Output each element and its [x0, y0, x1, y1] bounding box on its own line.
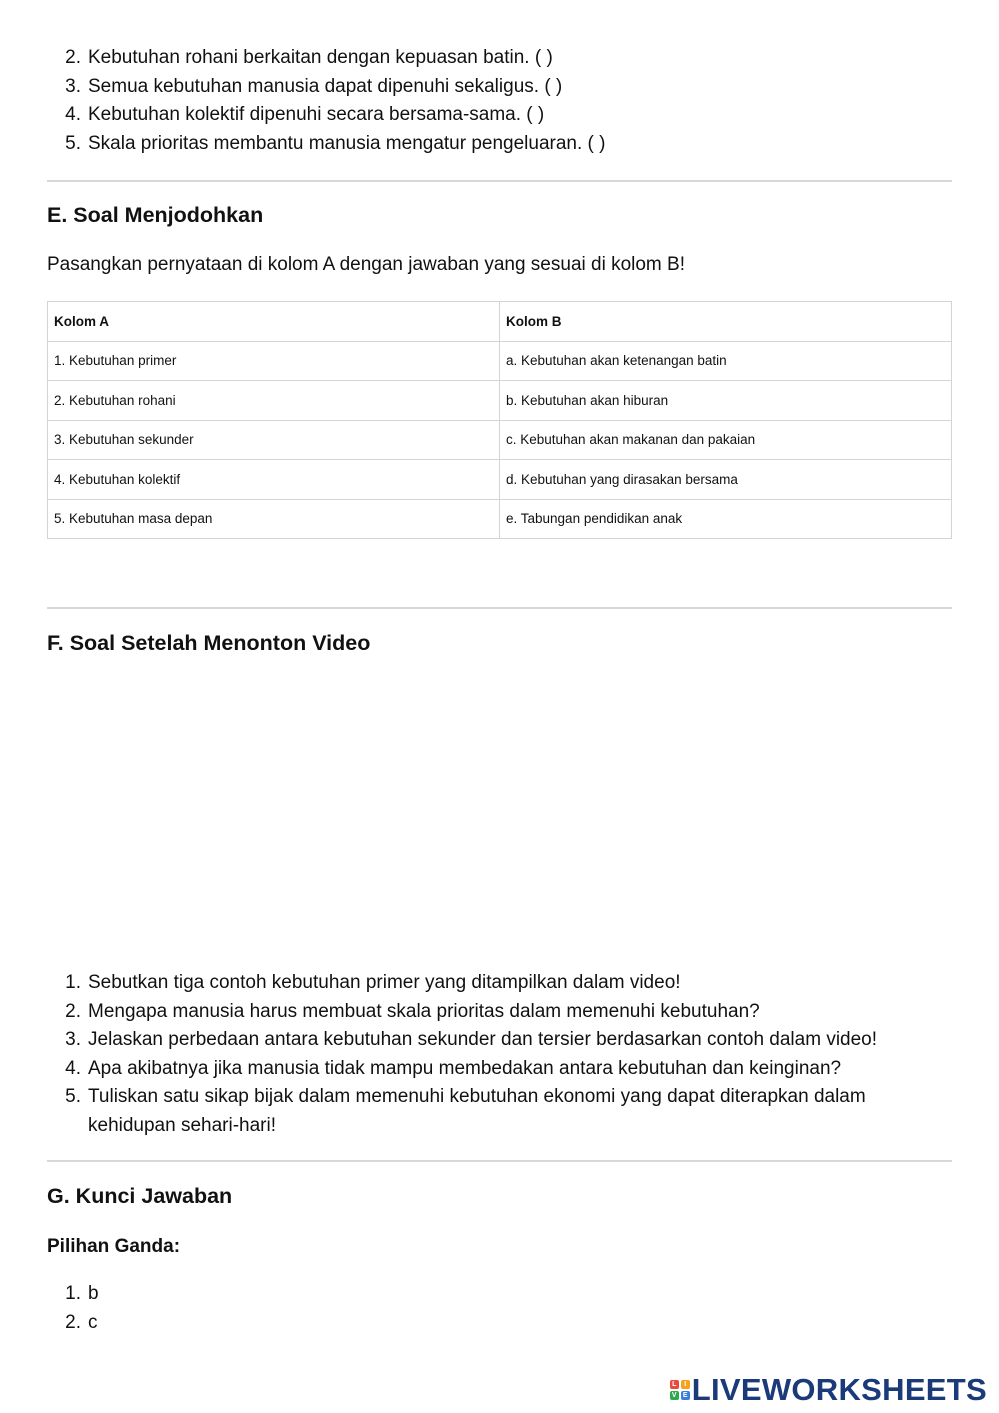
list-item: 4. Apa akibatnya jika manusia tidak mampu membedakan antara kebutuhan dan keinginan? — [65, 1057, 842, 1079]
list-item: 3. Semua kebutuhan manusia dapat dipenuhi sekaligus. ( ) — [65, 75, 563, 97]
video-questions-list — [47, 969, 952, 1140]
section-f-title: F. Soal Setelah Menonton Video — [47, 631, 371, 655]
column-a-header: Kolom A — [48, 302, 500, 342]
column-b-header: Kolom B — [500, 302, 952, 342]
table-cell: a. Kebutuhan akan ketenangan batin — [500, 341, 952, 381]
table-cell: e. Tabungan pendidikan anak — [500, 499, 952, 539]
table-row — [48, 381, 952, 421]
true-false-list — [47, 44, 952, 158]
table-row — [48, 460, 952, 500]
table-cell: 3. Kebutuhan sekunder — [48, 420, 500, 460]
table-cell: 4. Kebutuhan kolektif — [48, 460, 500, 500]
list-item: 2. Kebutuhan rohani berkaitan dengan kepuasan batin. ( ) — [65, 47, 553, 68]
liveworksheets-logo-icon: L I V E — [670, 1380, 690, 1400]
table-cell: 5. Kebutuhan masa depan — [48, 499, 500, 539]
logo-text: LIVEWORKSHEETS — [691, 1372, 987, 1407]
list-item: 5. Skala prioritas membantu manusia mengatur pengeluaran. ( ) — [65, 132, 606, 154]
section-e-title: E. Soal Menjodohkan — [47, 203, 264, 227]
table-row — [48, 420, 952, 460]
list-item: 1. b — [65, 1283, 99, 1304]
table-row — [48, 341, 952, 381]
answer-key-list — [47, 1280, 952, 1337]
section-g-title: G. Kunci Jawaban — [47, 1184, 233, 1208]
divider — [47, 607, 952, 609]
video-area[interactable] — [47, 672, 952, 954]
table-cell: 1. Kebutuhan primer — [48, 341, 500, 381]
table-row — [48, 499, 952, 539]
list-item: 2. c — [65, 1311, 98, 1333]
matching-table — [47, 301, 952, 539]
table-cell: d. Kebutuhan yang dirasakan bersama — [500, 460, 952, 500]
table-cell: b. Kebutuhan akan hiburan — [500, 381, 952, 421]
divider — [47, 1160, 952, 1162]
list-item: 2. Mengapa manusia harus membuat skala prioritas dalam memenuhi kebutuhan? — [65, 1000, 760, 1022]
section-g-subtitle: Pilihan Ganda: — [47, 1236, 181, 1257]
list-item: 5. Tuliskan satu sikap bijak dalam memenuhi kebutuhan ekonomi yang dapat diterapkan dalam kehidupan sehari-hari! — [65, 1086, 866, 1136]
section-e-instruction: Pasangkan pernyataan di kolom A dengan jawaban yang sesuai di kolom B! — [47, 254, 685, 275]
liveworksheets-logo[interactable] — [670, 1372, 987, 1408]
table-cell: c. Kebutuhan akan makanan dan pakaian — [500, 420, 952, 460]
list-item: 1. Sebutkan tiga contoh kebutuhan primer yang ditampilkan dalam video! — [65, 972, 681, 993]
list-item: 4. Kebutuhan kolektif dipenuhi secara bersama-sama. ( ) — [65, 104, 545, 125]
divider — [47, 180, 952, 182]
list-item: 3. Jelaskan perbedaan antara kebutuhan sekunder dan tersier berdasarkan contoh dalam video! — [65, 1029, 878, 1050]
table-header-row — [48, 302, 952, 342]
table-cell: 2. Kebutuhan rohani — [48, 381, 500, 421]
